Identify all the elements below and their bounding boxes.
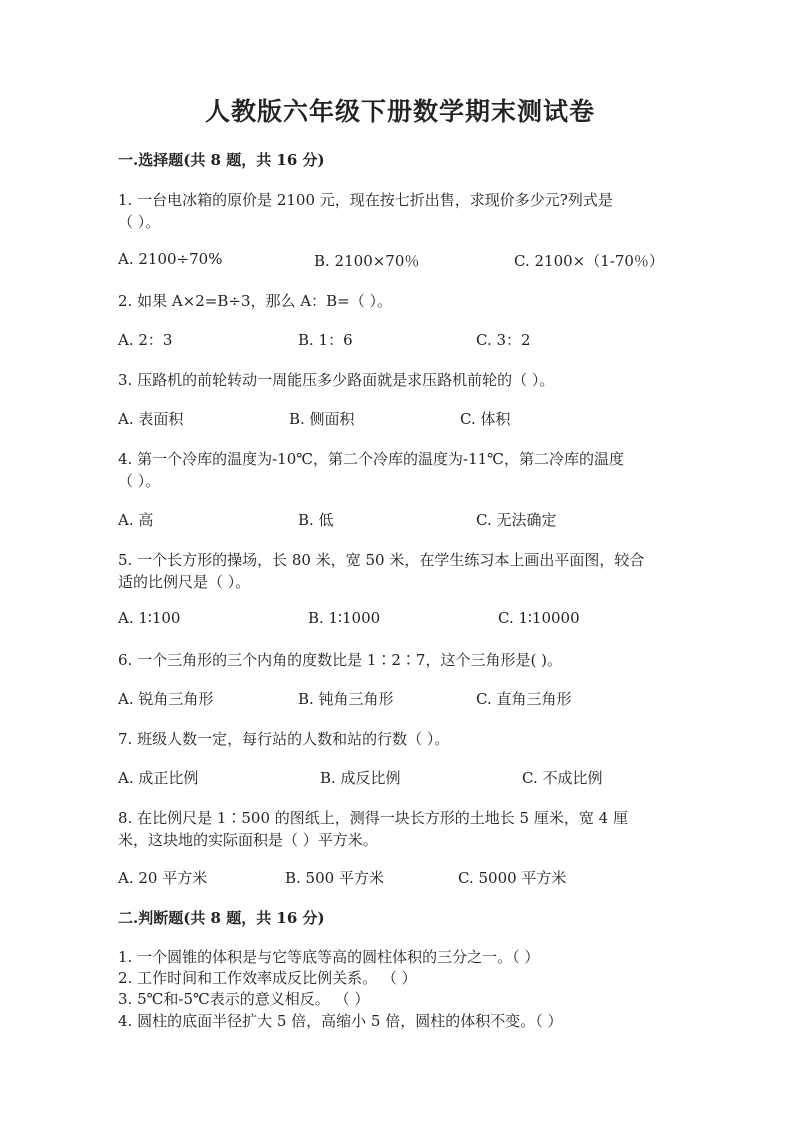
question-7-option-c: C. 不成比例 — [522, 769, 603, 787]
question-6-option-b: B. 钝角三角形 — [298, 690, 394, 708]
question-2-option-a: A. 2：3 — [118, 331, 173, 349]
question-3-option-a: A. 表面积 — [118, 410, 184, 428]
question-1-option-a: A. 2100÷70% — [118, 250, 223, 268]
question-8-line-2: 米，这块地的实际面积是（ ）平方米。 — [118, 831, 378, 849]
question-4-option-c: C. 无法确定 — [476, 511, 557, 529]
page-title: 人教版六年级下册数学期末测试卷 — [204, 97, 595, 126]
question-5-option-b: B. 1∶1000 — [308, 609, 381, 627]
section-1-heading: 一.选择题(共 8 题，共 16 分) — [118, 151, 325, 169]
question-3-line-1: 3. 压路机的前轮转动一周能压多少路面就是求压路机前轮的（ ）。 — [118, 371, 555, 389]
question-1-option-c: C. 2100×（1-70％） — [514, 252, 664, 270]
question-1-option-b: B. 2100×70％ — [314, 252, 420, 270]
judge-item-2: 2. 工作时间和工作效率成反比例关系。 （ ） — [118, 969, 417, 987]
question-1-line-2: （ ）。 — [118, 213, 161, 231]
question-4-option-a: A. 高 — [118, 511, 154, 529]
question-2-line-1: 2. 如果 A×2=B÷3，那么 A：B=（ ）。 — [118, 292, 392, 310]
question-8-line-1: 8. 在比例尺是 1∶500 的图纸上，测得一块长方形的土地长 5 厘米，宽 4 厘 — [118, 809, 628, 827]
question-7-option-a: A. 成正比例 — [118, 769, 199, 787]
question-7-option-b: B. 成反比例 — [320, 769, 401, 787]
question-3-option-b: B. 侧面积 — [289, 410, 355, 428]
question-8-option-a: A. 20 平方米 — [118, 869, 208, 887]
question-5-option-c: C. 1∶10000 — [498, 609, 580, 627]
judge-item-4: 4. 圆柱的底面半径扩大 5 倍，高缩小 5 倍，圆柱的体积不变。（ ） — [118, 1012, 563, 1030]
question-7-line-1: 7. 班级人数一定，每行站的人数和站的行数（ ）。 — [118, 730, 450, 748]
question-1-line-1: 1. 一台电冰箱的原价是 2100 元，现在按七折出售，求现价多少元?列式是 — [118, 191, 613, 209]
judge-item-3: 3. 5℃和-5℃表示的意义相反。 （ ） — [118, 990, 370, 1008]
judge-item-1: 1. 一个圆锥的体积是与它等底等高的圆柱体积的三分之一。（ ） — [118, 948, 540, 966]
question-6-option-c: C. 直角三角形 — [476, 690, 572, 708]
question-2-option-b: B. 1：6 — [298, 331, 353, 349]
section-2-heading: 二.判断题(共 8 题，共 16 分) — [118, 909, 325, 927]
question-4-line-1: 4. 第一个冷库的温度为-10℃，第二个冷库的温度为-11℃，第二冷库的温度 — [118, 450, 624, 468]
question-6-option-a: A. 锐角三角形 — [118, 690, 214, 708]
question-5-line-2: 适的比例尺是（ ）。 — [118, 573, 251, 591]
question-5-line-1: 5. 一个长方形的操场，长 80 米，宽 50 米，在学生练习本上画出平面图，较合 — [118, 551, 645, 569]
question-6-line-1: 6. 一个三角形的三个内角的度数比是 1∶2∶7，这个三角形是( )。 — [118, 651, 562, 669]
question-5-option-a: A. 1∶100 — [118, 609, 181, 627]
question-8-option-c: C. 5000 平方米 — [458, 869, 567, 887]
question-4-line-2: （ ）。 — [118, 472, 161, 490]
question-4-option-b: B. 低 — [298, 511, 334, 529]
question-3-option-c: C. 体积 — [460, 410, 511, 428]
question-2-option-c: C. 3：2 — [476, 331, 531, 349]
question-8-option-b: B. 500 平方米 — [285, 869, 384, 887]
